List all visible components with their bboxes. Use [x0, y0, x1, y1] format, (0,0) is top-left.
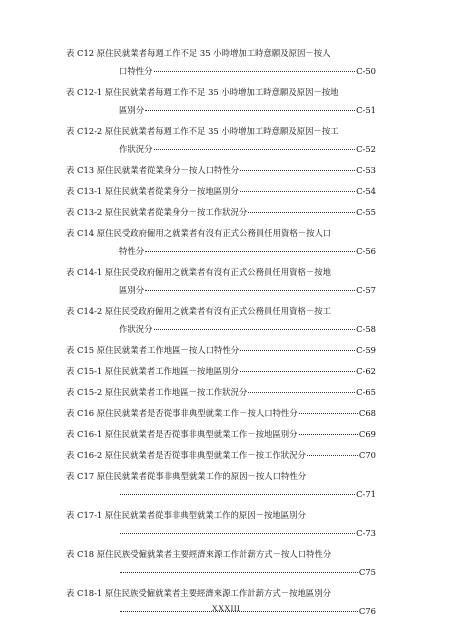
dot-leader	[154, 149, 356, 150]
table-of-contents	[66, 44, 376, 623]
dot-leader	[240, 170, 355, 171]
toc-page-number: C-58	[356, 324, 376, 334]
toc-entry	[66, 404, 376, 422]
dot-leader	[145, 290, 355, 291]
toc-entry	[66, 161, 376, 179]
toc-entry-title: 表 C17-1 原住民就業者從事非典型就業工作的原因－按地區別分	[66, 510, 306, 520]
toc-entry-title-continuation: 作狀況分	[119, 324, 153, 334]
dot-leader	[299, 413, 358, 414]
toc-entry-title: 表 C17 原住民就業者從事非典型就業工作的原因－按人口特性分	[66, 471, 307, 481]
toc-page-number: C-53	[356, 165, 376, 175]
toc-entry-title: 表 C12-2 原住民就業者每週工作不足 35 小時增加工時意願及原因－按工	[66, 126, 339, 136]
dot-leader	[248, 392, 355, 393]
toc-entry-title: 表 C12 原住民就業者每週工作不足 35 小時增加工時意願及原因－按人	[66, 48, 331, 58]
toc-page-number: C-52	[356, 144, 376, 154]
toc-page-number: C-57	[356, 285, 376, 295]
dot-leader	[145, 110, 355, 111]
toc-entry-title: 表 C15-2 原住民就業者工作地區－按工作狀況分	[66, 387, 248, 397]
toc-entry-title-continuation: 區別分	[119, 105, 145, 115]
toc-entry	[66, 506, 376, 542]
toc-page-number: C75	[358, 567, 376, 577]
toc-entry	[66, 263, 376, 299]
toc-entry	[66, 341, 376, 359]
dot-leader	[120, 572, 358, 573]
dot-leader	[120, 533, 355, 534]
toc-page-number: C-51	[356, 105, 376, 115]
toc-entry-title: 表 C14 原住民受政府僱用之就業者有沒有正式公務員任用資格－按人口	[66, 228, 332, 238]
toc-entry	[66, 122, 376, 158]
toc-entry-title: 表 C16 原住民就業者是否從事非典型就業工作－按人口特性分	[66, 408, 298, 418]
toc-entry	[66, 203, 376, 221]
toc-entry-title: 表 C16-1 原住民就業者是否從事非典型就業工作－按地區別分	[66, 429, 298, 439]
toc-page-number: C-62	[356, 366, 376, 376]
dot-leader	[120, 494, 355, 495]
toc-page-number: C68	[358, 408, 376, 418]
toc-page-number: C-65	[356, 387, 376, 397]
toc-entry	[66, 182, 376, 200]
toc-entry-title: 表 C13-2 原住民就業者從業身分－按工作狀況分	[66, 207, 248, 217]
toc-page-number: C-73	[356, 528, 376, 538]
toc-entry-title-continuation: 區別分	[119, 285, 145, 295]
toc-page-number: C76	[358, 606, 376, 616]
dot-leader	[248, 212, 355, 213]
toc-entry-title: 表 C13-1 原住民就業者從業身分－按地區別分	[66, 186, 239, 196]
toc-entry-title-continuation: 特性分	[119, 246, 145, 256]
toc-entry	[66, 83, 376, 119]
dot-leader	[154, 329, 356, 330]
toc-page-number: C-55	[356, 207, 376, 217]
dot-leader	[299, 434, 358, 435]
toc-page-number: C-50	[356, 66, 376, 76]
toc-entry	[66, 224, 376, 260]
toc-entry	[66, 584, 376, 620]
toc-entry	[66, 467, 376, 503]
dot-leader	[240, 371, 355, 372]
toc-entry-title: 表 C13 原住民就業者從業身分－按人口特性分	[66, 165, 240, 175]
toc-entry-title: 表 C14-2 原住民受政府僱用之就業者有沒有正式公務員任用資格－按工	[66, 306, 332, 316]
toc-entry	[66, 383, 376, 401]
toc-entry-title: 表 C15 原住民就業者工作地區－按人口特性分	[66, 345, 240, 355]
toc-entry	[66, 425, 376, 443]
toc-entry	[66, 446, 376, 464]
dot-leader	[307, 455, 358, 456]
dot-leader	[240, 350, 355, 351]
toc-entry-title: 表 C18 原住民族受僱就業者主要經濟來源工作計薪方式－按人口特性分	[66, 549, 332, 559]
dot-leader	[240, 191, 355, 192]
toc-entry-title: 表 C16-2 原住民就業者是否從事非典型就業工作－按工作狀況分	[66, 450, 306, 460]
toc-entry-title: 表 C18-1 原住民族受僱就業者主要經濟來源工作計薪方式－按地區別分	[66, 588, 332, 598]
toc-page-number: C-54	[356, 186, 376, 196]
toc-entry	[66, 362, 376, 380]
toc-entry-title-continuation: 作狀況分	[119, 144, 153, 154]
toc-entry-title: 表 C15-1 原住民就業者工作地區－按地區別分	[66, 366, 239, 376]
toc-entry	[66, 44, 376, 80]
dot-leader	[145, 251, 355, 252]
dot-leader	[154, 71, 356, 72]
toc-page-number: C69	[358, 429, 376, 439]
toc-page-number: C-71	[356, 489, 376, 499]
toc-page-number: C70	[358, 450, 376, 460]
toc-page-number: C-56	[356, 246, 376, 256]
toc-page-number: C-59	[356, 345, 376, 355]
toc-entry	[66, 545, 376, 581]
toc-entry-title-continuation: 口特性分	[119, 66, 153, 76]
page-number: XXXIII	[211, 604, 241, 613]
toc-entry-title: 表 C12-1 原住民就業者每週工作不足 35 小時增加工時意願及原因－按地	[66, 87, 339, 97]
toc-entry-title: 表 C14-1 原住民受政府僱用之就業者有沒有正式公務員任用資格－按地	[66, 267, 332, 277]
toc-entry	[66, 302, 376, 338]
